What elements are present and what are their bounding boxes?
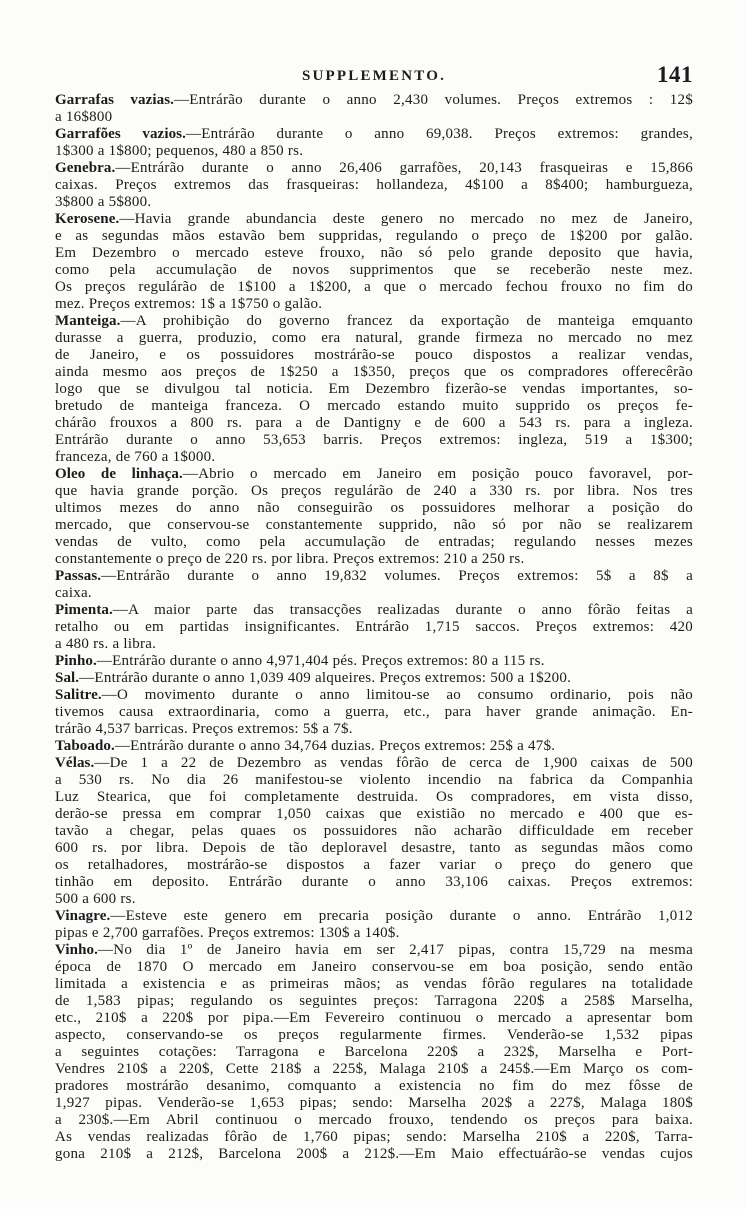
text-line	[55, 942, 693, 959]
text-line: Vendres 210$ a 220$, Cette 218$ a 225$, Malaga 210$ a 245$.—Em Março os com-	[55, 1061, 693, 1077]
text-line	[55, 568, 693, 585]
page-number: 141	[657, 62, 693, 87]
entry-headword: Taboado.	[55, 738, 115, 754]
text-line: a 230$.—Em Abril continuou o mercado frouxo, tendendo os preços para baixa.	[55, 1112, 693, 1128]
text-line: tavão a chegar, pelas quaes os possuidores não acharão difficuldade em receber	[55, 823, 693, 839]
entry-pimenta	[55, 602, 693, 653]
entry-headword: Vinho.	[55, 942, 98, 958]
entry-text: —No dia 1º de Janeiro havia em ser 2,417 pipas, contra 15,729 na mesma	[97, 942, 693, 958]
text-line	[55, 602, 693, 619]
entry-vinho	[55, 942, 693, 1163]
entry-oleo-de-linhaca	[55, 466, 693, 568]
entry-headword: Garrafas vazias.	[55, 92, 174, 108]
text-line: etc., 210$ a 220$ por pipa.—Em Fevereiro continuou o mercado a apresentar bom	[55, 1010, 693, 1026]
text-line	[55, 92, 693, 109]
text-line: 500 a 600 rs.	[55, 891, 136, 907]
entry-text: —Entrárão durante o anno 19,832 volumes. Preços extremos: 5$ a 8$ a	[101, 568, 693, 584]
text-line	[55, 126, 693, 143]
text-line: durasse a guerra, produzio, como era natural, grande firmeza no mercado no mez	[55, 330, 693, 346]
text-line: chárão frouxos a 800 rs. para a de Dantigny e de 600 a 543 rs. para a ingleza.	[55, 415, 693, 431]
page-header	[55, 62, 693, 88]
text-line: limitada a existencia e as primeiras mãos; as vendas fôrão regulares na totalidade	[55, 976, 693, 992]
entry-headword: Vélas.	[55, 755, 95, 771]
text-line: retalho ou em partidas insignificantes. Entrárão 1,715 saccos. Preços extremos: 420	[55, 619, 693, 635]
text-line	[55, 687, 693, 704]
text-line: época de 1870 O mercado em Janeiro conservou-se em boa posição, sendo então	[55, 959, 693, 975]
entry-sal	[55, 670, 693, 687]
text-line: a 530 rs. No dia 26 manifestou-se violento incendio na fabrica da Companhia	[55, 772, 693, 788]
entry-taboado	[55, 738, 693, 755]
text-line: pipas e 2,700 garrafões. Preços extremos: 130$ a 140$.	[55, 925, 400, 941]
entry-headword: Salitre.	[55, 687, 102, 703]
entry-headword: Genebra.	[55, 160, 116, 176]
text-line: de 1,583 pipas; regulando os seguintes preços: Tarragona 220$ a 258$ Marselha,	[55, 993, 693, 1009]
text-line: trárão 4,537 barricas. Preços extremos: 5$ a 7$.	[55, 721, 353, 737]
entry-vinagre	[55, 908, 693, 942]
text-line: franceza, de 760 a 1$000.	[55, 449, 216, 465]
text-line: a seguintes cotações: Tarragona e Barcelona 220$ a 232$, Marselha e Port-	[55, 1044, 693, 1060]
text-line: pradores mostrárão desanimo, comquanto a existencia no fim do mez fôsse de	[55, 1078, 693, 1094]
entry-garrafoes-vazios	[55, 126, 693, 160]
text-line: 1$300 a 1$800; pequenos, 480 a 850 rs.	[55, 143, 304, 159]
entry-text: —Entrárão durante o anno 2,430 volumes. Preços extremos : 12$	[174, 92, 693, 108]
entry-text: —Esteve este genero em precaria posição durante o anno. Entrárão 1,012	[110, 908, 693, 924]
entry-text: —Entrárão durante o anno 34,764 duzias. Preços extremos: 25$ a 47$.	[114, 738, 556, 754]
text-line: 600 rs. por libra. Depois de tão deploravel desastre, tanto as segundas mãos como	[55, 840, 693, 856]
text-line: caixas. Preços extremos das frasqueiras: hollandeza, 4$100 a 8$400; hamburgueza,	[55, 177, 693, 193]
entry-text: —A maior parte das transacções realizadas durante o anno fôrão feitas a	[112, 602, 693, 618]
text-line: a 480 rs. a libra.	[55, 636, 157, 652]
text-line: Luz Stearica, que foi completamente destruida. Os compradores, em vista disso,	[55, 789, 693, 805]
text-line: a 16$800	[55, 109, 113, 125]
entry-garrafas-vazias	[55, 92, 693, 126]
entry-velas	[55, 755, 693, 908]
text-line: bretudo de manteiga franceza. O mercado estando muito supprido os preços fe-	[55, 398, 693, 414]
text-line	[55, 211, 693, 228]
entry-headword: Pinho.	[55, 653, 97, 669]
entry-text: —O movimento durante o anno limitou-se ao consumo ordinario, pois não	[101, 687, 693, 703]
text-line: tinhão em deposito. Entrárão durante o anno 33,106 caixas. Preços extremos:	[55, 874, 693, 890]
entry-headword: Sal.	[55, 670, 80, 686]
entry-text: —De 1 a 22 de Dezembro as vendas fôrão de cerca de 1,900 caixas de 500	[94, 755, 693, 771]
entry-headword: Vinagre.	[55, 908, 111, 924]
entry-text: —A prohibição do governo francez da exportação de manteiga emquanto	[120, 313, 693, 329]
text-line: ainda mesmo aos preços de 1$250 a 1$350, preços que os compradores offerecêrão	[55, 364, 693, 380]
text-line	[55, 466, 693, 483]
text-line: logo que se divulgou tal noticia. Em Dezembro fizerão-se vendas importantes, so-	[55, 381, 693, 397]
text-line: tivemos causa extraordinaria, como a guerra, etc., para haver grande animação. En-	[55, 704, 693, 720]
text-line: Os preços regulárão de 1$100 a 1$200, a que o mercado fechou frouxo no fim do	[55, 279, 693, 295]
entry-headword: Oleo de linhaça.	[55, 466, 183, 482]
text-line: mercado, que conservou-se constantemente supprido, não só por não se realizarem	[55, 517, 693, 533]
text-line: 1,927 pipas. Venderão-se 1,653 pipas; sendo: Marselha 202$ a 227$, Malaga 180$	[55, 1095, 693, 1111]
page-title: SUPPLEMENTO.	[301, 68, 447, 84]
text-line: As vendas realizadas fôrão de 1,760 pipas; sendo: Marselha 210$ a 220$, Tarra-	[55, 1129, 693, 1145]
text-line: derão-se pressa em comprar 1,050 caixas que existião no mercado e 400 que es-	[55, 806, 693, 822]
entry-passas	[55, 568, 693, 602]
text-line: constantemente o preço de 220 rs. por libra. Preços extremos: 210 a 250 rs.	[55, 551, 525, 567]
entry-text: —Entrárão durante o anno 26,406 garrafões, 20,143 frasqueiras e 15,866	[115, 160, 693, 176]
text-line: gona 210$ a 212$, Barcelona 200$ a 212$.—Em Maio effectuárão-se vendas cujos	[55, 1146, 693, 1162]
entry-pinho	[55, 653, 693, 670]
text-line: e as segundas mãos estavão bem suppridas, regulando o preço de 1$200 por galão.	[55, 228, 693, 244]
entry-genebra	[55, 160, 693, 211]
text-line	[55, 653, 693, 670]
text-line: ultimos mezes do anno não conseguirão os possuidores melhorar a posição do	[55, 500, 693, 516]
entry-headword: Kerosene.	[55, 211, 120, 227]
text-line: de Janeiro, e os possuidores mostrárão-se pouco dispostos a realizar vendas,	[55, 347, 693, 363]
text-line	[55, 755, 693, 772]
entry-text: —Entrárão durante o anno 4,971,404 pés. Preços extremos: 80 a 115 rs.	[96, 653, 545, 669]
text-line	[55, 313, 693, 330]
text-line: vendas de vulto, como pela accumulação de entradas; regulando nesses mezes	[55, 534, 693, 550]
entry-text: —Havia grande abundancia deste genero no mercado no mez de Janeiro,	[119, 211, 693, 227]
text-line: os retalhadores, mostrárão-se dispostos a fazer variar o preço do genero que	[55, 857, 693, 873]
text-line	[55, 908, 693, 925]
entry-kerosene	[55, 211, 693, 313]
entry-manteiga	[55, 313, 693, 466]
text-line	[55, 738, 693, 755]
entry-salitre	[55, 687, 693, 738]
text-line: que havia grande porção. Os preços regulárão de 240 a 330 rs. por libra. Nos tres	[55, 483, 693, 499]
text-line: caixa.	[55, 585, 92, 601]
entry-headword: Garrafões vazios.	[55, 126, 186, 142]
entry-headword: Passas.	[55, 568, 102, 584]
text-line	[55, 160, 693, 177]
text-line: mez. Preços extremos: 1$ a 1$750 o galão.	[55, 296, 323, 312]
text-line: Entrárão durante o anno 53,653 barris. Preços extremos: ingleza, 519 a 1$300;	[55, 432, 693, 448]
entry-text: —Entrárão durante o anno 1,039 409 alqueires. Preços extremos: 500 a 1$200.	[79, 670, 572, 686]
entry-headword: Manteiga.	[55, 313, 121, 329]
text-line: como pela accumulação de novos supprimentos que se receberão neste mez.	[55, 262, 693, 278]
text-line: Em Dezembro o mercado esteve frouxo, não só pelo grande deposito que havia,	[55, 245, 693, 261]
text-line: aspecto, conservando-se os preços regularmente firmes. Venderão-se 1,532 pipas	[55, 1027, 693, 1043]
entry-text: —Abrio o mercado em Janeiro em posição pouco favoravel, por-	[182, 466, 693, 482]
entry-text: —Entrárão durante o anno 69,038. Preços extremos: grandes,	[185, 126, 693, 142]
text-line	[55, 670, 693, 687]
entry-headword: Pimenta.	[55, 602, 113, 618]
text-body	[55, 92, 693, 1163]
text-line: 3$800 a 5$800.	[55, 194, 152, 210]
